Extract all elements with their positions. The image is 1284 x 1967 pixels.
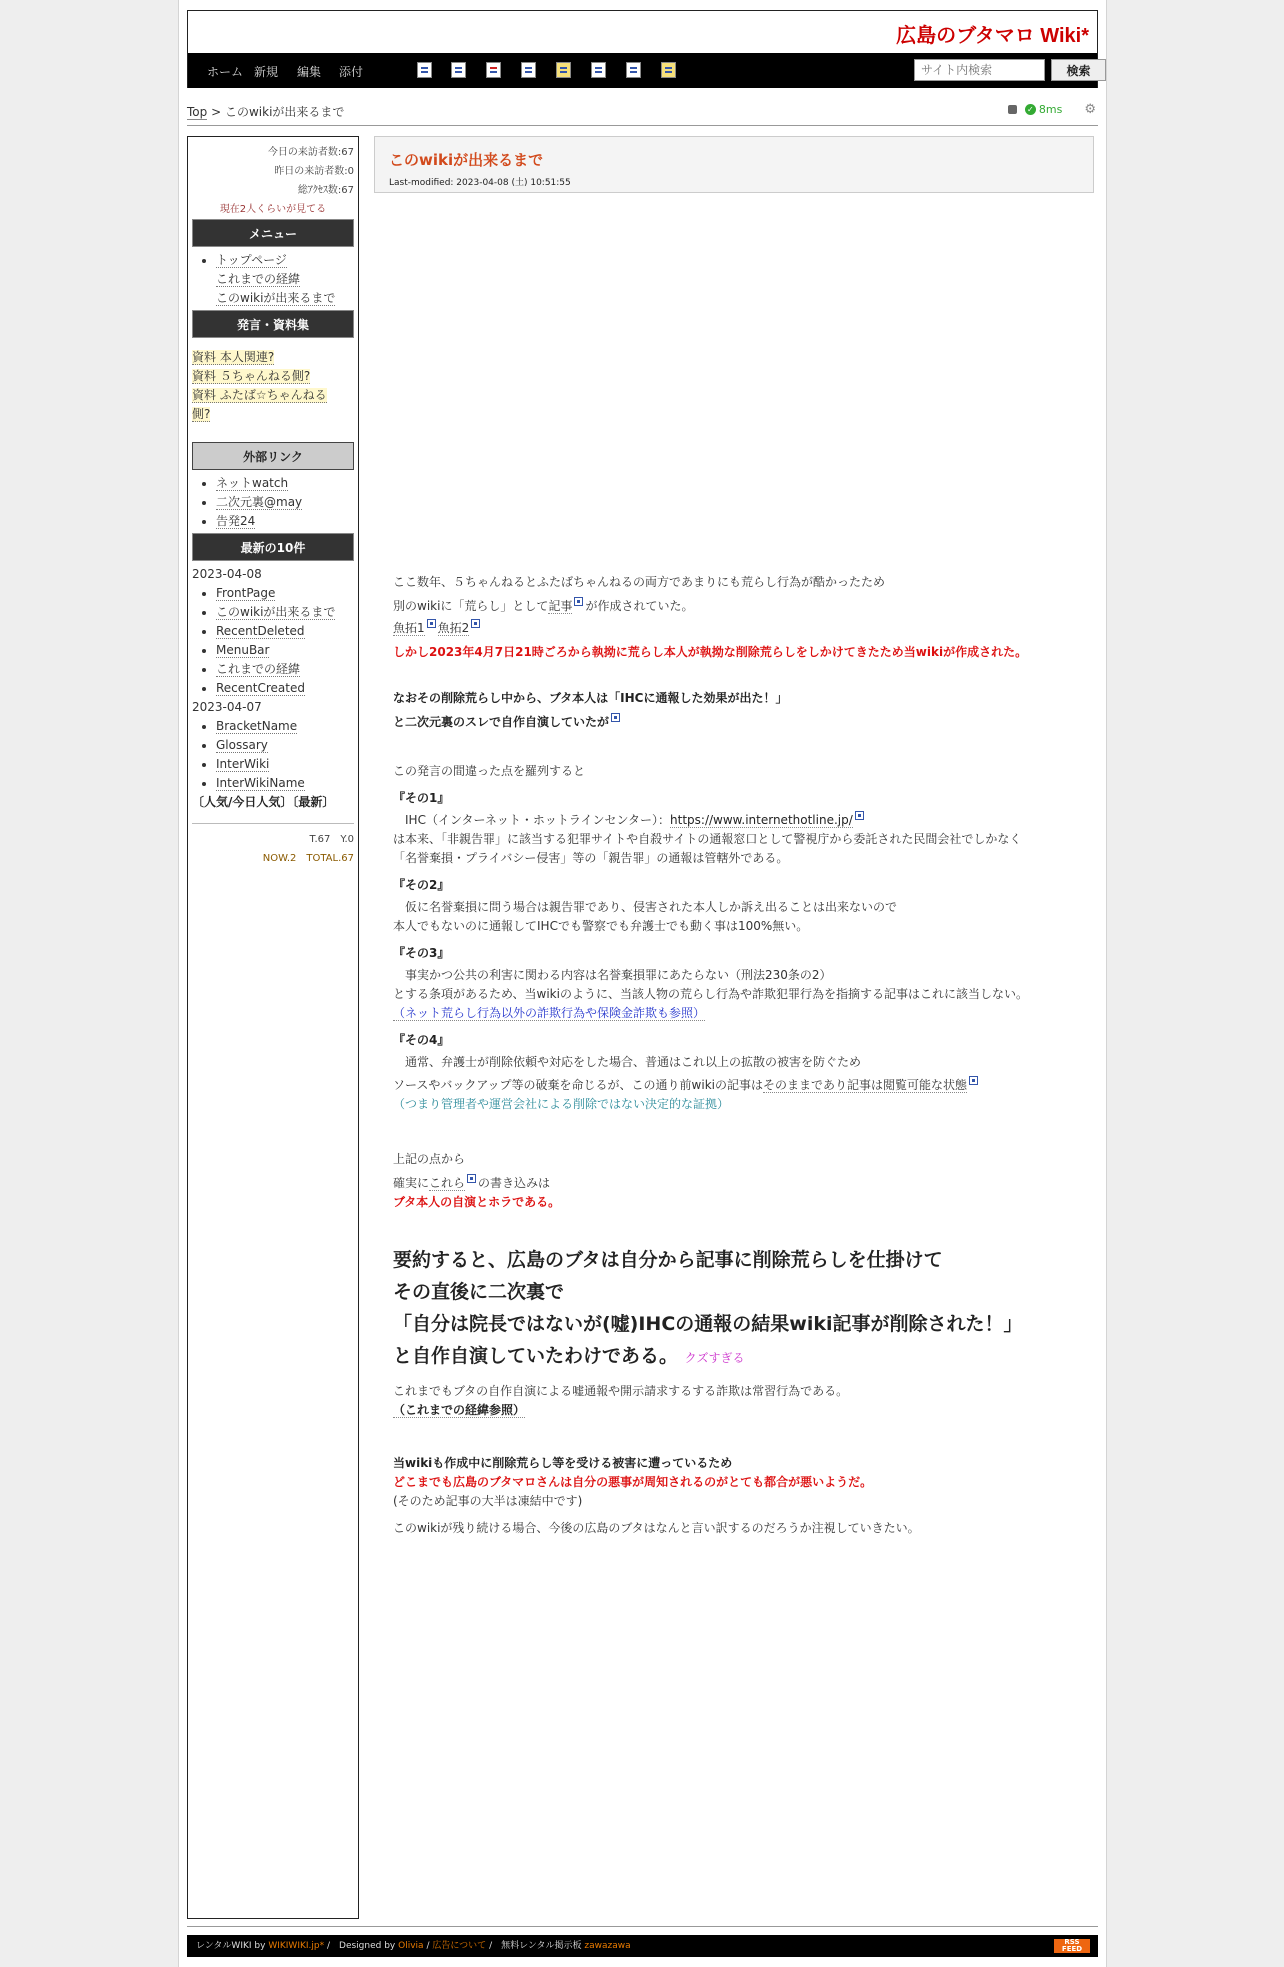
text: 事実かつ公共の利害に関わる内容は名誉棄損罪にあたらない（刑法230条の2）: [393, 968, 832, 982]
lock-icon: [1008, 105, 1017, 114]
wikiwiki-link[interactable]: WIKIWIKI.jp*: [268, 1941, 325, 1951]
alert-text: どこまでも広島のブタマロさんは自分の悪事が周知されるのがとても都合が悪いようだ。: [393, 1475, 873, 1489]
text: 本人でもないのに通報してIHCでも警察でも弁護士でも動く事は100%無い。: [393, 919, 809, 933]
list-item: [216, 603, 354, 622]
section-heading: 『その1』: [393, 791, 450, 805]
render-time: 8ms: [1038, 102, 1063, 116]
section-heading: 『その2』: [393, 878, 450, 892]
search-input[interactable]: [914, 59, 1045, 81]
nav-home[interactable]: ホーム: [207, 65, 244, 79]
text: ここ数年、５ちゃんねるとふたばちゃんねるの両方であまりにも荒らし行為が酷かったため: [393, 575, 886, 589]
text: 仮に名誉棄損に問う場合は親告罪であり、侵害された本人しか訴え出ることは出来ないので: [393, 900, 898, 914]
text: 「名誉棄損・プライバシー侵害」等の「親告罪」の通報は管轄外である。: [393, 851, 789, 865]
recent-date: 2023-04-08: [192, 567, 262, 581]
external-link-icon: [574, 597, 583, 606]
sidebar: [187, 136, 359, 1919]
doc-link-self[interactable]: 資料 本人関連?: [192, 350, 275, 364]
help-icon[interactable]: [661, 62, 676, 78]
text: （つまり管理者や運営会社による削除ではない決定的な証拠）: [393, 1097, 730, 1111]
text: [393, 619, 1074, 638]
header: [187, 10, 1098, 88]
title-box: [374, 136, 1094, 193]
last-modified: Last-modified: 2023-04-08 (土) 10:51:55: [389, 178, 571, 188]
posts-link[interactable]: これら: [429, 1176, 466, 1190]
gyotaku-1-link[interactable]: 魚拓1: [393, 621, 425, 635]
check-icon: ✓: [1025, 104, 1036, 115]
menu-item: [216, 289, 354, 308]
list-item: [216, 512, 354, 531]
external-link-icon: [969, 1076, 978, 1085]
list-item: [216, 755, 354, 774]
page: [178, 0, 1107, 1967]
stat-total: 総ｱｸｾｽ数:67: [297, 185, 354, 196]
doc-link-futaba[interactable]: 資料 ふたば☆ちゃんねる: [192, 388, 327, 402]
article-link[interactable]: 記事: [548, 599, 573, 613]
search-button[interactable]: 検索: [1051, 59, 1106, 81]
stat-yesterday: 昨日の来訪者数:0: [274, 166, 354, 177]
breadcrumb-top[interactable]: Top: [187, 105, 208, 119]
counter-now-total: NOW.2 TOTAL.67: [262, 853, 354, 864]
text: IHC（インターネット・ホットラインセンター）：https://www.internethotline.jp/: [393, 811, 1074, 830]
note: クズすぎる: [684, 1351, 745, 1365]
menu-list: [192, 251, 354, 308]
text: 上記の点から: [393, 1152, 466, 1166]
text: これまでもブタの自作自演による嘘通報や開示請求するする詐欺は常習行為である。: [393, 1384, 849, 1398]
list-item: [216, 584, 354, 603]
recent-link[interactable]: RecentCreated: [216, 681, 305, 695]
rss-icon[interactable]: RSS FEED: [1054, 1939, 1090, 1953]
list-icon[interactable]: [556, 62, 571, 78]
menu-link-history[interactable]: これまでの経緯: [216, 272, 301, 286]
external-link-icon: [855, 811, 864, 820]
designer-link[interactable]: Olivia: [398, 1941, 424, 1951]
recent-link[interactable]: InterWiki: [216, 757, 270, 771]
summary-heading: その直後に二次裏で: [393, 1281, 565, 1303]
external-link-icon: [467, 1174, 476, 1183]
ext-link-may[interactable]: 二次元裏@may: [216, 495, 303, 509]
text: 通常、弁護士が削除依頼や対応をした場合、普通はこれ以上の拡散の被害を防ぐため: [393, 1055, 862, 1069]
divider: [192, 823, 354, 824]
zawazawa-link[interactable]: zawazawa: [584, 1941, 631, 1951]
recent-link[interactable]: Glossary: [216, 738, 268, 752]
menu-heading: メニュー: [192, 219, 354, 247]
recent-link[interactable]: MenuBar: [216, 643, 270, 657]
docs-heading: 発言・資料集: [192, 310, 354, 338]
recent-heading: 最新の10件: [192, 533, 354, 561]
archive-link[interactable]: そのままであり記事は閲覧可能な状態: [763, 1078, 968, 1092]
section-heading: 『その4』: [393, 1033, 450, 1047]
ihc-link[interactable]: https://www.internethotline.jp/: [670, 813, 853, 827]
list-item: [216, 717, 354, 736]
list-item: [216, 660, 354, 679]
ads-link[interactable]: 広告について: [432, 1941, 487, 1951]
fraud-link[interactable]: （ネット荒らし行為以外の詐欺行為や保険金詐欺も参照）: [393, 1006, 706, 1020]
ad-space: [374, 193, 1100, 573]
text: [393, 1004, 1074, 1023]
text: と二次元裏のスレで自作自演していたが: [393, 713, 1074, 732]
summary-heading: と自作自演していたわけである。 クズすぎる: [393, 1345, 745, 1367]
list-item: [216, 474, 354, 493]
alert-text: しかし2023年4月7日21時ごろから執拗に荒らし本人が執拗な削除荒らしをしかけてきたため当wikiが作成された。: [393, 645, 1028, 659]
gyotaku-2-link[interactable]: 魚拓2: [437, 621, 470, 635]
rename-icon[interactable]: [521, 62, 536, 78]
divider: [187, 125, 1098, 126]
recent-link[interactable]: このwikiが出来るまで: [216, 605, 336, 619]
recent-list-1: [192, 584, 354, 698]
recent-link[interactable]: BracketName: [216, 719, 298, 733]
summary-heading: 要約すると、広島のブタは自分から記事に削除荒らしを仕掛けて: [393, 1249, 943, 1271]
footer-text: / Designed by: [326, 1941, 396, 1951]
text: [393, 1401, 1074, 1420]
breadcrumb-sep: >: [211, 105, 222, 119]
external-link-icon: [471, 619, 480, 628]
popular-links[interactable]: 〔人気/今日人気〕〔最新〕: [192, 795, 335, 809]
menu-item: [216, 251, 354, 270]
navbar: [188, 53, 1097, 88]
summary-heading: 「自分は院長ではないが(嘘)IHCの通報の結果wiki記事が削除された！」: [393, 1313, 1023, 1335]
nav-attach[interactable]: 添付: [339, 65, 364, 79]
gear-icon[interactable]: ⚙: [1084, 102, 1096, 117]
list-item: [216, 641, 354, 660]
footer-text: / 無料レンタル掲示板: [489, 1941, 582, 1951]
footer-text: レンタルWIKI by: [196, 1941, 266, 1951]
external-link-icon: [611, 713, 620, 722]
text: このwikiが残り続ける場合、今後の広島のブタはなんと言い訳するのだろうか注視していきたい。: [393, 1521, 920, 1535]
text: は本来、「非親告罪」に該当する犯罪サイトや自殺サイトの通報窓口として警視庁から委託された民間会社でしかなく: [393, 832, 1022, 846]
list-item: [216, 493, 354, 512]
ext-link-kokuhatsu[interactable]: 告発24: [216, 514, 256, 528]
recent-link[interactable]: これまでの経緯: [216, 662, 301, 676]
main-content: [374, 136, 1100, 1919]
copy-icon[interactable]: [591, 62, 606, 78]
text: この発言の間違った点を羅列すると: [393, 764, 586, 778]
site-title[interactable]: 広島のブタマロ Wiki*: [896, 25, 1089, 47]
recent-date: 2023-04-07: [192, 700, 262, 714]
alert-text: ブタ本人の自演とホラである。: [393, 1195, 561, 1209]
ext-link-netwatch[interactable]: ネットwatch: [216, 476, 289, 490]
nav-new[interactable]: 新規: [254, 65, 279, 79]
doc-link-5ch[interactable]: 資料 ５ちゃんねる側?: [192, 369, 311, 383]
recent-list-2: [192, 717, 354, 793]
recent-icon[interactable]: [626, 62, 641, 78]
doc-link-futaba-cont[interactable]: 側?: [192, 407, 211, 421]
diff-icon[interactable]: [417, 62, 432, 78]
history-link[interactable]: （これまでの経緯参照）: [393, 1403, 526, 1417]
page-title: このwikiが出来るまで: [389, 151, 544, 169]
list-item: [216, 622, 354, 641]
divider: [187, 1926, 1098, 1927]
online-count[interactable]: 現在2人くらいが見てる: [219, 204, 327, 215]
recent-link[interactable]: FrontPage: [216, 586, 276, 600]
text: なおその削除荒らし中から、ブタ本人は「IHCに通報した効果が出た！」: [393, 691, 788, 705]
links-heading: 外部リンク: [192, 442, 354, 470]
breadcrumb-current: このwikiが出来るまで: [224, 105, 345, 119]
backup-icon[interactable]: [451, 62, 466, 78]
counter-ty: T.67 Y.0: [309, 834, 354, 845]
text: (そのため記事の大半は凍結中です): [393, 1494, 583, 1508]
menu-item: [216, 270, 354, 289]
list-item: [216, 679, 354, 698]
text: 当wikiも作成中に削除荒らし等を受ける被害に遭っているため: [393, 1456, 733, 1470]
freeze-icon[interactable]: [486, 62, 501, 78]
menu-link-top[interactable]: トップページ: [216, 253, 287, 267]
section-heading: 『その3』: [393, 946, 450, 960]
text: とする条項があるため、当wikiのように、当該人物の荒らし行為や詐欺犯罪行為を指摘する記事はこれに該当しない。: [393, 987, 1028, 1001]
text: ソースやバックアップ等の破棄を命じるが、この通り前wikiの記事はそのままであり記事は閲覧可能な状態: [393, 1076, 1074, 1095]
breadcrumb: [187, 103, 344, 120]
list-item: [216, 774, 354, 793]
footer: [187, 1935, 1098, 1957]
list-item: [216, 736, 354, 755]
article-body: [374, 573, 1074, 1538]
external-link-icon: [427, 619, 436, 628]
footer-text: /: [426, 1941, 430, 1951]
recent-link[interactable]: RecentDeleted: [216, 624, 305, 638]
stat-today: 今日の来訪者数:67: [267, 147, 354, 158]
status-icons: [1008, 102, 1096, 117]
text: 確実にこれら の書き込みは: [393, 1176, 551, 1190]
menu-link-this[interactable]: このwikiが出来るまで: [216, 291, 336, 305]
external-links: [192, 474, 354, 531]
nav-edit[interactable]: 編集: [297, 65, 322, 79]
text: 別のwikiに「荒らし」として記事 が作成されていた。: [393, 599, 694, 613]
recent-link[interactable]: InterWikiName: [216, 776, 305, 790]
